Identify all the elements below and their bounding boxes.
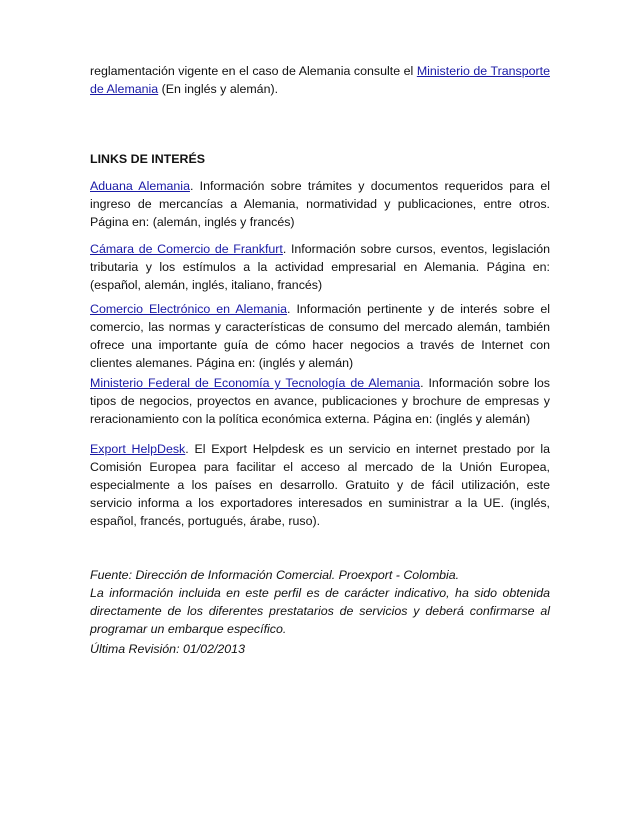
link-item-description: . El Export Helpdesk es un servicio en internet prestado por la Comisión Europea para facilitar el acceso al mercado de la Unión Europea, especialmente a los países en desarrollo. Gratuito y de fácil utilización, este servicio informa a los exportadores interesados en suministrar a la UE. (inglés, español, francés, portugués, árabe, ruso). <box>90 442 551 528</box>
links-heading: LINKS DE INTERÉS <box>90 152 205 166</box>
intro-suffix: (En inglés y alemán). <box>158 82 279 96</box>
footer-revision: Última Revisión: 01/02/2013 <box>90 642 245 656</box>
link-item-description: . Información pertinente y de interés sobre el comercio, las normas y características de consumo del mercado alemán, también ofrece una importante guía de cómo hacer negocios a través de Internet con clientes alemanes. Página en: (inglés y alemán) <box>90 302 550 370</box>
link-item-comercio <box>90 300 550 372</box>
footer-source: Fuente: Dirección de Información Comercial. Proexport - Colombia. <box>90 568 460 582</box>
footer-disclaimer: La información incluida en este perfil es de carácter indicativo, ha sido obtenida directamente de los diferentes prestatarios de servicios y deberá confirmarse al programar un embarque específico. <box>90 586 550 636</box>
intro-link-ministerio-transporte[interactable]: Ministerio de Transporte de Alemania <box>90 64 550 96</box>
link-item-export-helpdesk <box>90 440 550 530</box>
link-item-camara <box>90 240 550 294</box>
link-item-aduana <box>90 177 550 231</box>
link-ministerio-economia[interactable]: Ministerio Federal de Economía y Tecnología de Alemania <box>90 376 421 390</box>
link-item-description: . Información sobre los tipos de negocios, proyectos en avance, publicaciones y brochure de empresas y reracionamiento con la política económica externa. Página en: (inglés y alemán) <box>90 376 550 426</box>
link-export-helpdesk[interactable]: Export HelpDesk <box>90 442 186 456</box>
link-item-ministerio-economia <box>90 374 550 428</box>
intro-text: reglamentación vigente en el caso de Alemania consulte el <box>90 64 417 78</box>
link-item-description: . Información sobre trámites y documentos requeridos para el ingreso de mercancías a Alemania, normatividad y publicaciones, entre otros. Página en: (alemán, inglés y francés) <box>90 179 551 229</box>
link-aduana-alemania[interactable]: Aduana Alemania <box>90 179 190 193</box>
link-comercio-electronico[interactable]: Comercio Electrónico en Alemania <box>90 302 288 316</box>
link-camara-comercio-frankfurt[interactable]: Cámara de Comercio de Frankfurt <box>90 242 283 256</box>
intro-paragraph <box>90 62 550 98</box>
link-item-description: . Información sobre cursos, eventos, legislación tributaria y los estímulos a la actividad empresarial en Alemania. Página en: (español, alemán, inglés, italiano, francés) <box>90 242 550 292</box>
